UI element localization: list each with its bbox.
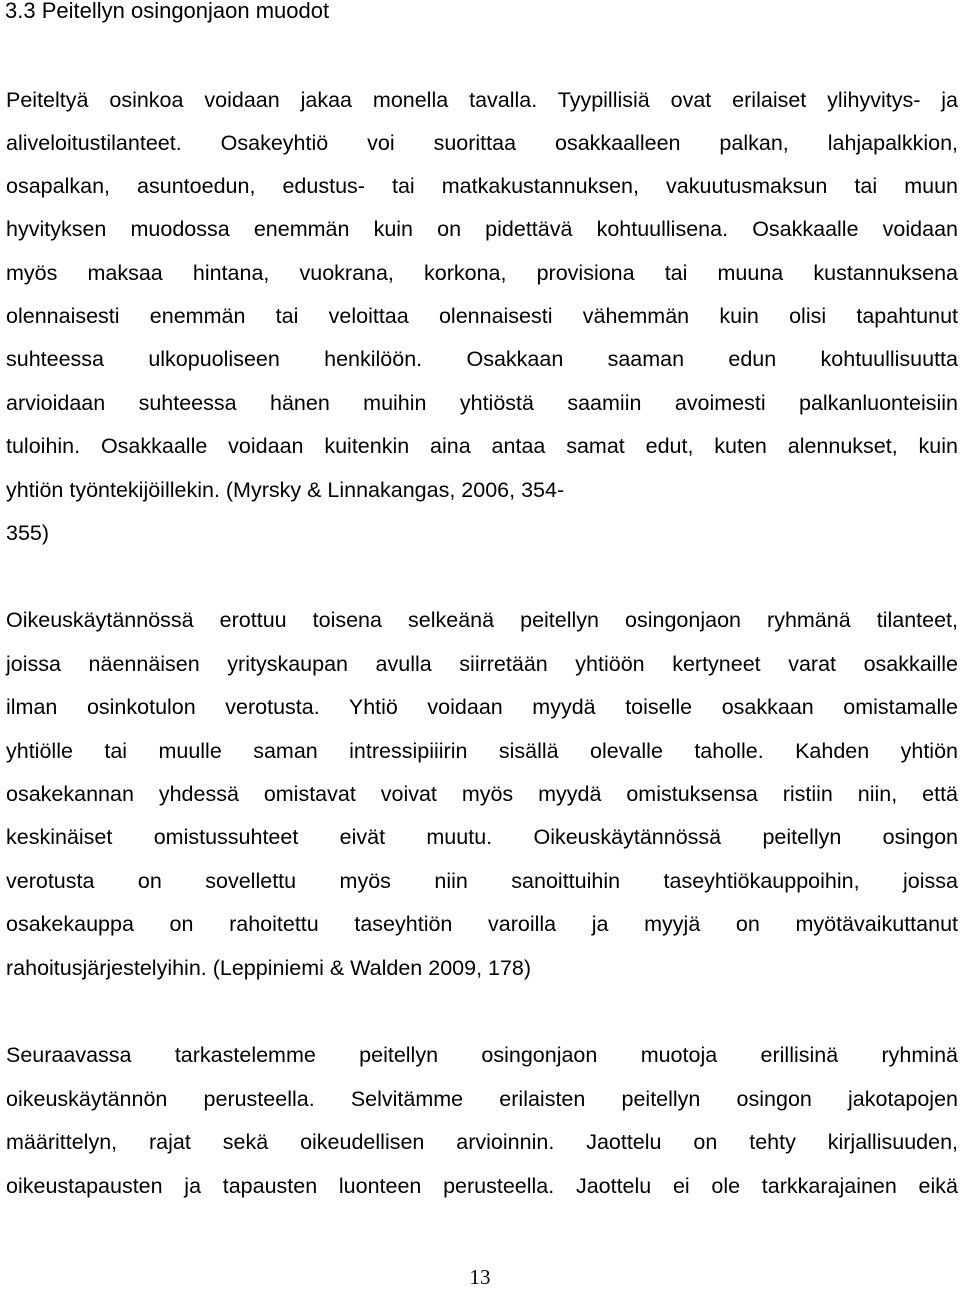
text-line: yhtiölle tai muulle saman intressipiiirin sisällä olevalle taholle. Kahden yhtiön	[6, 739, 958, 763]
text-line: oikeuskäytännön perusteella. Selvitämme erilaisten peitellyn osingon jakotapojen	[6, 1087, 958, 1111]
text-line: myös maksaa hintana, vuokrana, korkona, provisiona tai muuna kustannuksena	[6, 261, 958, 285]
text-line: ilman osinkotulon verotusta. Yhtiö voidaan myydä toiselle osakkaan omistamalle	[6, 695, 958, 719]
text-line: Oikeuskäytännössä erottuu toisena selkeänä peitellyn osingonjaon ryhmänä tilanteet,	[6, 608, 958, 632]
text-line: osakekauppa on rahoitettu taseyhtiön varoilla ja myyjä on myötävaikuttanut	[6, 912, 958, 936]
text-line: osapalkan, asuntoedun, edustus- tai matkakustannuksen, vakuutusmaksun tai muun	[6, 174, 958, 198]
text-line: tuloihin. Osakkaalle voidaan kuitenkin aina antaa samat edut, kuten alennukset, kuin	[6, 434, 958, 458]
text-line: keskinäiset omistussuhteet eivät muutu. Oikeuskäytännössä peitellyn osingon	[6, 825, 958, 849]
text-line: hyvityksen muodossa enemmän kuin on pidettävä kohtuullisena. Osakkaalle voidaan	[6, 217, 958, 241]
text-line: suhteessa ulkopuoliseen henkilöön. Osakkaan saaman edun kohtuullisuutta	[6, 347, 958, 371]
page-number: 13	[469, 1265, 491, 1289]
text-line: rahoitusjärjestelyihin. (Leppiniemi & Walden 2009, 178)	[6, 956, 532, 980]
text-line: olennaisesti enemmän tai veloittaa olennaisesti vähemmän kuin olisi tapahtunut	[6, 304, 958, 328]
text-line: Seuraavassa tarkastelemme peitellyn osingonjaon muotoja erillisinä ryhminä	[6, 1043, 958, 1067]
text-line: 355)	[6, 521, 50, 545]
text-line: arvioidaan suhteessa hänen muihin yhtiöstä saamiin avoimesti palkanluonteisiin	[6, 391, 958, 415]
text-line: joissa näennäisen yrityskaupan avulla siirretään yhtiöön kertyneet varat osakkaille	[6, 652, 958, 676]
text-line: verotusta on sovellettu myös niin sanoittuihin taseyhtiökauppoihin, joissa	[6, 869, 958, 893]
text-line: oikeustapausten ja tapausten luonteen perusteella. Jaottelu ei ole tarkkarajainen eikä	[6, 1174, 958, 1198]
section-heading: 3.3 Peitellyn osingonjaon muodot	[5, 0, 330, 23]
text-line: Peiteltyä osinkoa voidaan jakaa monella tavalla. Tyypillisiä ovat erilaiset ylihyvitys- ja	[6, 88, 958, 112]
text-line: osakekannan yhdessä omistavat voivat myös myydä omistuksensa ristiin niin, että	[6, 782, 958, 806]
text-line: yhtiön työntekijöillekin. (Myrsky & Linnakangas, 2006, 354-	[6, 478, 565, 502]
text-line: määrittelyn, rajat sekä oikeudellisen arvioinnin. Jaottelu on tehty kirjallisuuden,	[6, 1130, 958, 1154]
text-line: aliveloitustilanteet. Osakeyhtiö voi suorittaa osakkaalleen palkan, lahjapalkkion,	[6, 131, 958, 155]
